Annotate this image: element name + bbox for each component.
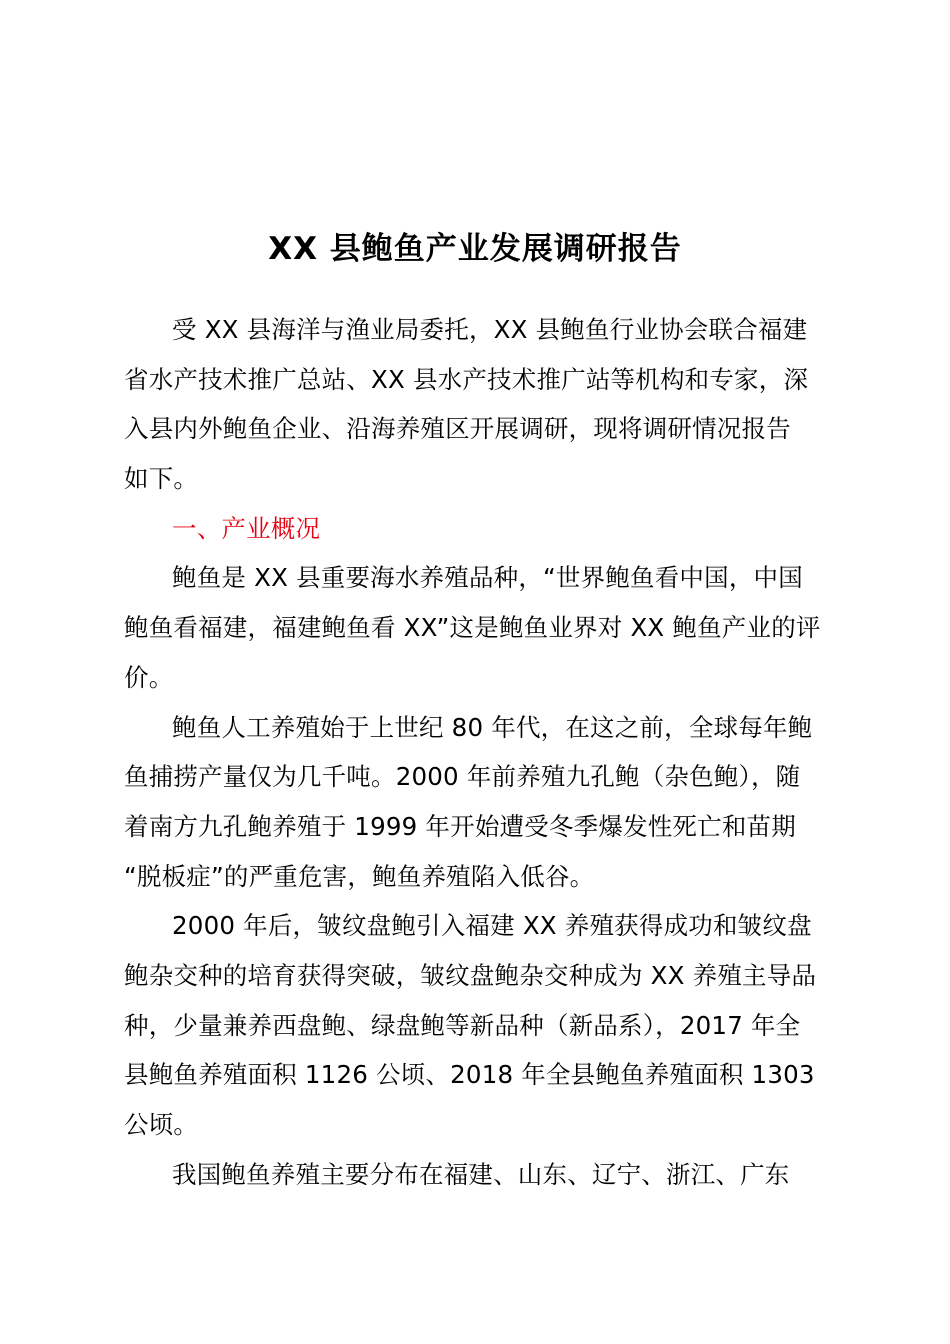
paragraph-line: 受 XX 县海洋与渔业局委托，XX 县鲍鱼行业协会联合福建 xyxy=(172,315,808,344)
paragraph-line: 鱼捕捞产量仅为几千吨。2000 年前养殖九孔鲍（杂色鲍），随 xyxy=(124,762,801,792)
paragraph-line: 鲍鱼是 XX 县重要海水养殖品种，“世界鲍鱼看中国，中国 xyxy=(172,563,803,593)
paragraph-line: 省水产技术推广总站、XX 县水产技术推广站等机构和专家，深 xyxy=(124,364,809,394)
paragraph-line: 2000 年后，皱纹盘鲍引入福建 XX 养殖获得成功和皱纹盘 xyxy=(172,911,812,941)
paragraph-line: 如下。 xyxy=(124,464,199,494)
paragraph-line: 入县内外鲍鱼企业、沿海养殖区开展调研，现将调研情况报告 xyxy=(124,414,791,444)
paragraph-line: 我国鲍鱼养殖主要分布在福建、山东、辽宁、浙江、广东 xyxy=(172,1159,790,1189)
paragraph-line: “脱板症”的严重危害，鲍鱼养殖陷入低谷。 xyxy=(124,861,595,891)
paragraph-line: 鲍鱼看福建，福建鲍鱼看 XX”这是鲍鱼业界对 XX 鲍鱼产业的评 xyxy=(124,613,821,643)
paragraph-line: 鲍杂交种的培育获得突破，皱纹盘鲍杂交种成为 XX 养殖主导品 xyxy=(124,960,817,990)
paragraph-line: 公顷。 xyxy=(124,1110,199,1139)
paragraph-line: 种，少量兼养西盘鲍、绿盘鲍等新品种（新品系），2017 年全 xyxy=(124,1010,801,1040)
document-body xyxy=(124,305,836,1199)
paragraph-line: 着南方九孔鲍养殖于 1999 年开始遭受冬季爆发性死亡和苗期 xyxy=(124,811,796,841)
paragraph-line: 鲍鱼人工养殖始于上世纪 80 年代，在这之前，全球每年鲍 xyxy=(172,712,813,742)
paragraph-line: 县鲍鱼养殖面积 1126 公顷、2018 年全县鲍鱼养殖面积 1303 xyxy=(124,1060,815,1090)
section-heading: 一、产业概况 xyxy=(172,513,321,543)
paragraph-line: 价。 xyxy=(124,662,174,692)
document-title: XX 县鲍鱼产业发展调研报告 xyxy=(268,231,682,267)
